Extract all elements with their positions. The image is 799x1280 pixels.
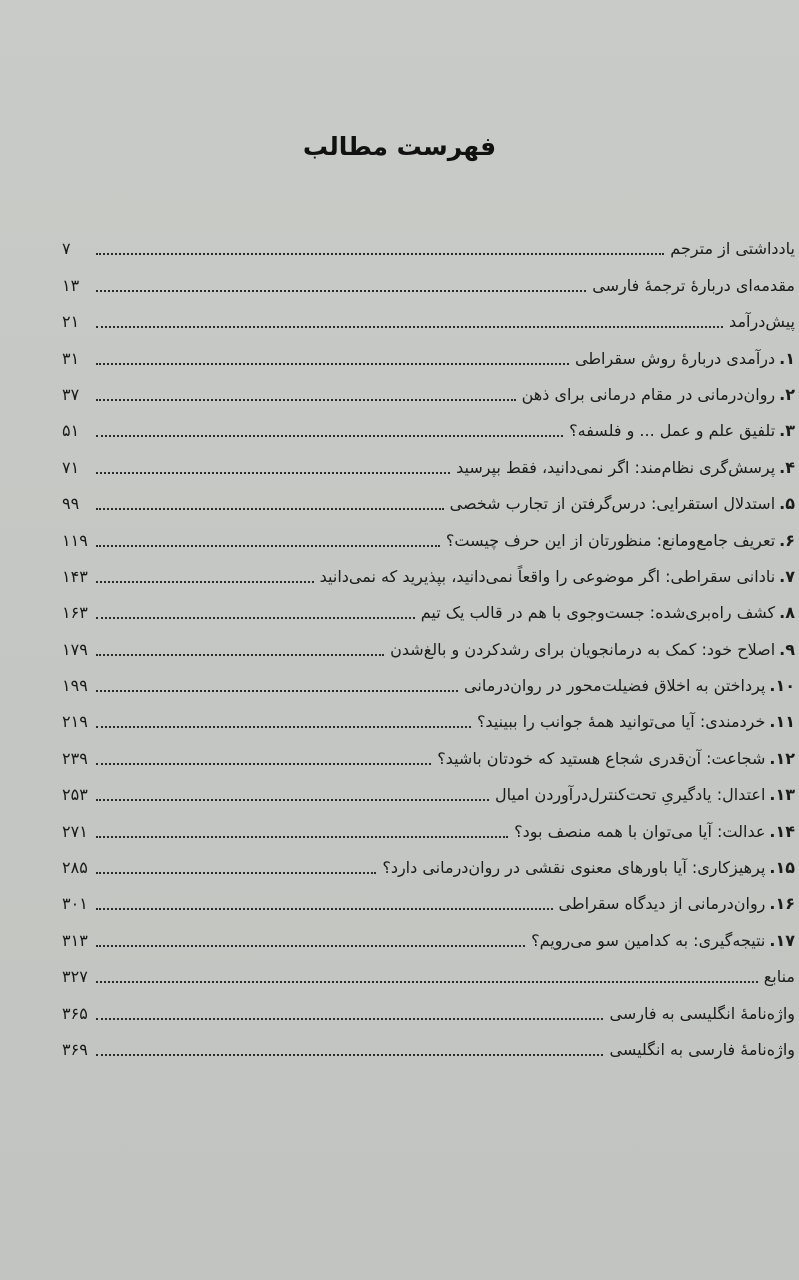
toc-entry-heading: [569, 420, 795, 444]
toc-dot-leader: [96, 363, 569, 365]
toc-page-number: ۳۲۷: [62, 967, 88, 987]
toc-dot-leader: [96, 726, 471, 728]
toc-dot-leader: [96, 690, 458, 692]
chapter-number: ۱۴.: [769, 821, 795, 841]
chapter-number: ۱.: [779, 348, 795, 368]
chapter-number: ۱۰.: [769, 676, 795, 696]
toc-entry: [62, 517, 795, 553]
toc-entry-title: پرهیزکاری: آیا باورهای معنوی نقشی در روان‌درمانی دارد؟: [382, 858, 766, 878]
chapter-number: ۱۵.: [769, 858, 795, 878]
toc-entry: [62, 262, 795, 298]
toc-entry-title: مقدمه‌ای دربارهٔ ترجمهٔ فارسی: [592, 275, 795, 295]
chapter-number: ۲.: [779, 384, 795, 404]
toc-page-number: ۱۳: [62, 275, 80, 295]
chapter-number: ۸.: [779, 603, 795, 623]
toc-entry-heading: [437, 748, 795, 772]
toc-entry-heading: [531, 930, 795, 954]
toc-entry-title: نادانی سقراطی: اگر موضوعی را واقعاً نمی‌دانید، بپذیرید که نمی‌دانید: [319, 566, 776, 586]
toc-entry-title: پرسش‌گری نظام‌مند: اگر نمی‌دانید، فقط بپرسید: [456, 457, 776, 477]
toc-dot-leader: [96, 508, 444, 510]
toc-entry-title: استدلال استقرایی: درس‌گرفتن از تجارب شخصی: [449, 494, 776, 514]
chapter-number: ۱۲.: [769, 748, 795, 768]
toc-entry-heading: [464, 675, 795, 699]
toc-entry: [62, 917, 795, 953]
toc-entry: [62, 372, 795, 408]
toc-entry: [62, 772, 795, 808]
toc-entry-title: یادداشتی از مترجم: [670, 239, 795, 259]
toc-dot-leader: [96, 326, 723, 328]
toc-page-number: ۲۸۵: [62, 858, 88, 878]
toc-dot-leader: [96, 545, 440, 547]
toc-entry-heading: [450, 493, 795, 517]
toc-page-number: ۳۰۱: [62, 894, 88, 914]
toc-page-number: ۳۱: [62, 348, 80, 368]
toc-entry-title: کشف راه‌بری‌شده: جست‌وجوی با هم در قالب یک تیم: [420, 603, 776, 623]
toc-dot-leader: [96, 872, 376, 874]
chapter-number: ۵.: [779, 494, 795, 514]
toc-entry-title: واژه‌نامهٔ انگلیسی به فارسی: [609, 1003, 795, 1023]
toc-page-number: ۱۹۹: [62, 676, 88, 696]
toc-entry: [62, 299, 795, 335]
toc-dot-leader: [96, 799, 489, 801]
toc-page-number: ۲۱۹: [62, 712, 88, 732]
toc-page-number: ۲۱: [62, 312, 80, 332]
toc-dot-leader: [96, 945, 525, 947]
toc-entry-heading: [446, 530, 795, 554]
toc-entry-heading: [764, 966, 795, 990]
toc-entry-heading: [320, 566, 795, 590]
toc-page-number: ۹۹: [62, 494, 80, 514]
toc-page-number: ۳۷: [62, 384, 80, 404]
toc-entry-heading: [382, 857, 795, 881]
toc-entry-title: شجاعت: آن‌قدری شجاع هستید که خودتان باشید؟: [437, 748, 766, 768]
toc-dot-leader: [96, 908, 553, 910]
chapter-number: ۶.: [779, 530, 795, 550]
toc-dot-leader: [96, 399, 516, 401]
chapter-number: ۴.: [779, 457, 795, 477]
toc-entry: [62, 335, 795, 371]
toc-entry: [62, 663, 795, 699]
toc-dot-leader: [96, 581, 314, 583]
toc-entry: [62, 626, 795, 662]
toc-entry-title: خردمندی: آیا می‌توانید همهٔ جوانب را ببینید؟: [476, 712, 766, 732]
toc-page-number: ۱۴۳: [62, 566, 88, 586]
toc-entry-title: پیش‌درآمد: [729, 312, 795, 332]
toc-dot-leader: [96, 654, 384, 656]
toc-entry: [62, 408, 795, 444]
toc-entry-title: تلفیق علم و عمل ... و فلسفه؟: [569, 421, 776, 441]
toc-entry-heading: [609, 1003, 795, 1027]
toc-entry-title: عدالت: آیا می‌توان با همه منصف بود؟: [514, 821, 766, 841]
toc-entry-title: روان‌درمانی از دیدگاه سقراطی: [558, 894, 766, 914]
toc-entry: [62, 1027, 795, 1063]
toc-dot-leader: [96, 836, 508, 838]
toc-dot-leader: [96, 617, 415, 619]
toc-entry: [62, 881, 795, 917]
toc-page-number: ۲۷۱: [62, 821, 88, 841]
toc-entry-heading: [390, 639, 795, 663]
toc-entry: [62, 590, 795, 626]
toc-dot-leader: [96, 1018, 603, 1020]
toc-page-number: ۵۱: [62, 421, 80, 441]
toc-page-number: ۱۶۳: [62, 603, 88, 623]
toc-entry-title: روان‌درمانی در مقام درمانی برای ذهن: [521, 384, 776, 404]
chapter-number: ۹.: [779, 639, 795, 659]
chapter-number: ۱۶.: [769, 894, 795, 914]
toc-entry-title: نتیجه‌گیری: به کدامین سو می‌رویم؟: [531, 930, 766, 950]
page-title: فهرست مطالب: [302, 132, 497, 161]
toc-entry-title: درآمدی دربارهٔ روش سقراطی: [574, 348, 776, 368]
toc-entry-heading: [514, 821, 795, 845]
toc-dot-leader: [96, 763, 431, 765]
toc-entry-heading: [559, 893, 795, 917]
toc-entry-heading: [592, 275, 795, 299]
toc-entry-heading: [670, 238, 795, 262]
toc-entry: [62, 735, 795, 771]
toc-entry-title: منابع: [763, 967, 795, 987]
toc-entry: [62, 554, 795, 590]
toc-entry-heading: [421, 602, 795, 626]
toc-page-number: ۳۶۵: [62, 1003, 88, 1023]
toc-dot-leader: [96, 435, 563, 437]
toc-entry-title: واژه‌نامهٔ فارسی به انگلیسی: [609, 1039, 795, 1059]
toc-entry-heading: [609, 1039, 795, 1063]
toc-entry: [62, 954, 795, 990]
toc-page-number: ۱۱۹: [62, 530, 88, 550]
toc-page-number: ۲۳۹: [62, 748, 88, 768]
chapter-number: ۱۱.: [769, 712, 795, 732]
toc-entry: [62, 226, 795, 262]
toc-entry: [62, 699, 795, 735]
toc-dot-leader: [96, 253, 664, 255]
toc-dot-leader: [96, 290, 586, 292]
toc-entry-heading: [729, 311, 795, 335]
toc-entry-title: اعتدال: یادگیریِ تحت‌کنترل‌درآوردن امیال: [495, 785, 766, 805]
toc-entry: [62, 808, 795, 844]
toc-page-number: ۷: [62, 239, 71, 259]
toc-entry-heading: [477, 711, 795, 735]
toc-dot-leader: [96, 981, 758, 983]
toc-page-number: ۲۵۳: [62, 785, 88, 805]
toc-entry-title: تعریف جامع‌ومانع: منظورتان از این حرف چیست؟: [445, 530, 776, 550]
table-of-contents: [62, 226, 795, 1063]
toc-page-number: ۱۷۹: [62, 639, 88, 659]
toc-entry: [62, 444, 795, 480]
toc-entry: [62, 845, 795, 881]
chapter-number: ۱۷.: [769, 930, 795, 950]
toc-entry-heading: [522, 384, 795, 408]
toc-entry-heading: [495, 784, 795, 808]
chapter-number: ۷.: [779, 566, 795, 586]
toc-entry-title: اصلاح خود: کمک به درمانجویان برای رشدکردن و بالغ‌شدن: [390, 639, 776, 659]
toc-entry: [62, 990, 795, 1026]
toc-page-number: ۳۱۳: [62, 930, 88, 950]
toc-entry-heading: [456, 457, 795, 481]
toc-entry-heading: [575, 348, 795, 372]
toc-entry: [62, 481, 795, 517]
chapter-number: ۳.: [779, 421, 795, 441]
toc-dot-leader: [96, 1054, 603, 1056]
toc-page-number: ۳۶۹: [62, 1039, 88, 1059]
toc-dot-leader: [96, 472, 450, 474]
toc-page-number: ۷۱: [62, 457, 80, 477]
chapter-number: ۱۳.: [769, 785, 795, 805]
toc-entry-title: پرداختن به اخلاق فضیلت‌محور در روان‌درمانی: [464, 676, 766, 696]
